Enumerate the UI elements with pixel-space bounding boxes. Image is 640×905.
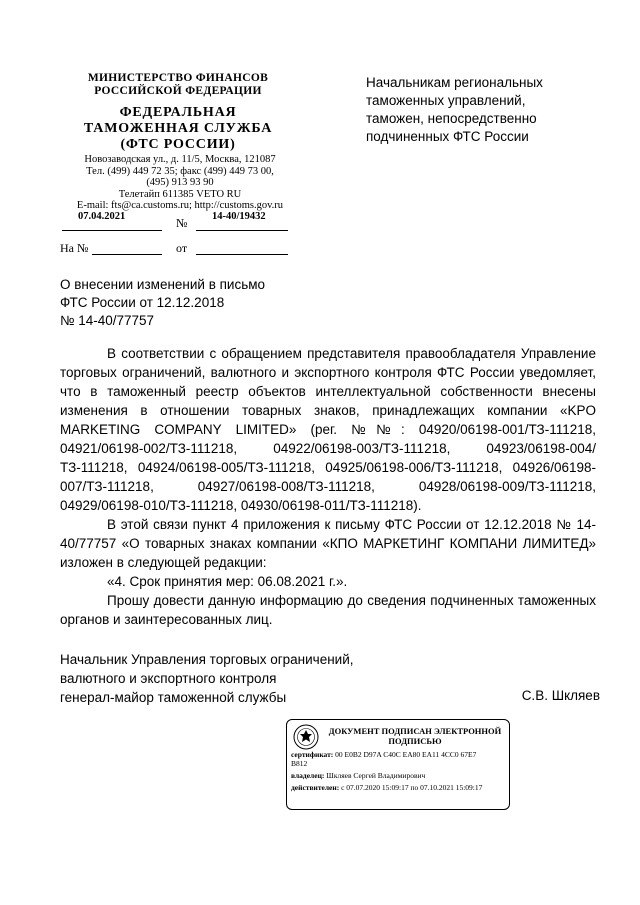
number-label: № <box>176 216 188 230</box>
subject-line-1: О внесении изменений в письмо <box>60 277 266 292</box>
validity-label: действителен: <box>291 783 340 792</box>
date-underline <box>62 230 162 231</box>
address-line-5: E-mail: fts@ca.customs.ru; http://customs.gov.ru <box>76 200 284 211</box>
document-date: 07.04.2021 <box>78 211 126 222</box>
stamp-certificate-cont: B812 <box>291 759 308 768</box>
subject-line-2: ФТС России от 12.12.2018 <box>60 295 225 310</box>
signatory-line-2: валютного и экспортного контроля <box>60 671 277 686</box>
number-underline <box>196 230 288 231</box>
certificate-label: сертификат: <box>291 750 334 759</box>
owner-value: Шкляев Сергей Владимирович <box>326 771 426 780</box>
signatory-line-3: генерал-майор таможенной службы <box>60 690 287 705</box>
signatory-position <box>60 650 360 707</box>
electronic-signature-stamp <box>286 719 510 810</box>
signatory-name: С.В. Шкляев <box>521 688 600 703</box>
organization-address <box>60 154 300 212</box>
service-line-1: ФЕДЕРАЛЬНАЯ <box>119 105 237 120</box>
addressee-line-2: таможенных управлений, <box>366 93 526 108</box>
subject-line-3: № 14-40/77757 <box>60 313 155 328</box>
stamp-title-line-1: ДОКУМЕНТ ПОДПИСАН ЭЛЕКТРОННОЙ <box>328 726 502 736</box>
ministry-name <box>56 72 300 98</box>
stamp-title <box>323 726 507 746</box>
emblem-icon <box>293 724 319 750</box>
addressee-block <box>366 74 606 146</box>
ministry-line-1: МИНИСТЕРСТВО ФИНАНСОВ <box>87 72 269 84</box>
address-line-4: Телетайп 611385 VETO RU <box>118 188 242 200</box>
stamp-title-line-2: ПОДПИСЬЮ <box>388 736 442 746</box>
addressee-line-1: Начальникам региональных <box>366 75 543 90</box>
stamp-owner <box>291 771 505 780</box>
ministry-line-2: РОССИЙСКОЙ ФЕДЕРАЦИИ <box>94 85 262 97</box>
reply-to-underline <box>92 254 162 255</box>
body-paragraph-4: Прошу довести данную информацию до сведения подчиненных таможенных органов и заинтересованных лиц. <box>60 593 596 627</box>
addressee-line-3: таможен, непосредственно <box>366 111 537 126</box>
reply-from-label: от <box>176 241 188 255</box>
addressee-line-4: подчиненных ФТС России <box>366 129 529 144</box>
address-line-1: Новозаводская ул., д. 11/5, Москва, 121087 <box>84 154 276 165</box>
letter-body <box>60 344 596 629</box>
document-number: 14-40/19432 <box>212 211 266 222</box>
address-line-2: Тел. (499) 449 72 35; факс (499) 449 73 00, <box>86 165 274 177</box>
service-line-3: (ФТС РОССИИ) <box>120 137 236 152</box>
reply-to-label: На № <box>60 241 89 255</box>
body-paragraph-2: В этой связи пункт 4 приложения к письму ФТС России от 12.12.2018 № 14-40/77757 «О товарных знаках компании «КПО МАРКЕТИНГ КОМПАНИ ЛИМИТЕД» изложен в следующей редакции: <box>60 517 596 570</box>
stamp-validity <box>291 783 505 792</box>
body-paragraph-1: В соответствии с обращением представителя правообладателя Управление торговых ограничений, валютного и экспортного контроля ФТС России уведомляет, что в таможенный реестр объектов интеллектуальной собственности внесены изменения в отношении товарных знаков, принадлежащих компании «KPO MARKETING COMPANY LIMITED» (рег. №№: 04920/06198-001/ТЗ-111218, 04921/06198-002/ТЗ-111218, 04922/06198-003/ТЗ-111218, 04923/06198-004/ТЗ-111218, 04924/06198-005/ТЗ-111218, 04925/06198-006/ТЗ-111218, 04926/06198-007/ТЗ-111218, 04927/06198-008/ТЗ-111218, 04928/06198-009/ТЗ-111218, 04929/06198-010/ТЗ-111218, 04930/06198-011/ТЗ-111218). <box>60 346 596 513</box>
service-line-2: ТАМОЖЕННАЯ СЛУЖБА <box>83 121 273 136</box>
owner-label: владелец: <box>291 771 325 780</box>
validity-value: с 07.07.2020 15:09:17 по 07.10.2021 15:09:17 <box>341 783 483 792</box>
stamp-certificate <box>291 750 505 759</box>
service-name <box>56 105 300 153</box>
signatory-line-1: Начальник Управления торговых ограничений, <box>60 652 354 667</box>
address-line-3: (495) 913 93 90 <box>146 177 214 188</box>
certificate-value: 00 E0B2 D97A C40C EA80 EA11 4CC0 67E7 <box>335 750 477 759</box>
body-paragraph-3: «4. Срок принятия мер: 06.08.2021 г.». <box>107 574 348 589</box>
reply-from-underline <box>196 254 288 255</box>
letter-subject <box>60 276 360 330</box>
